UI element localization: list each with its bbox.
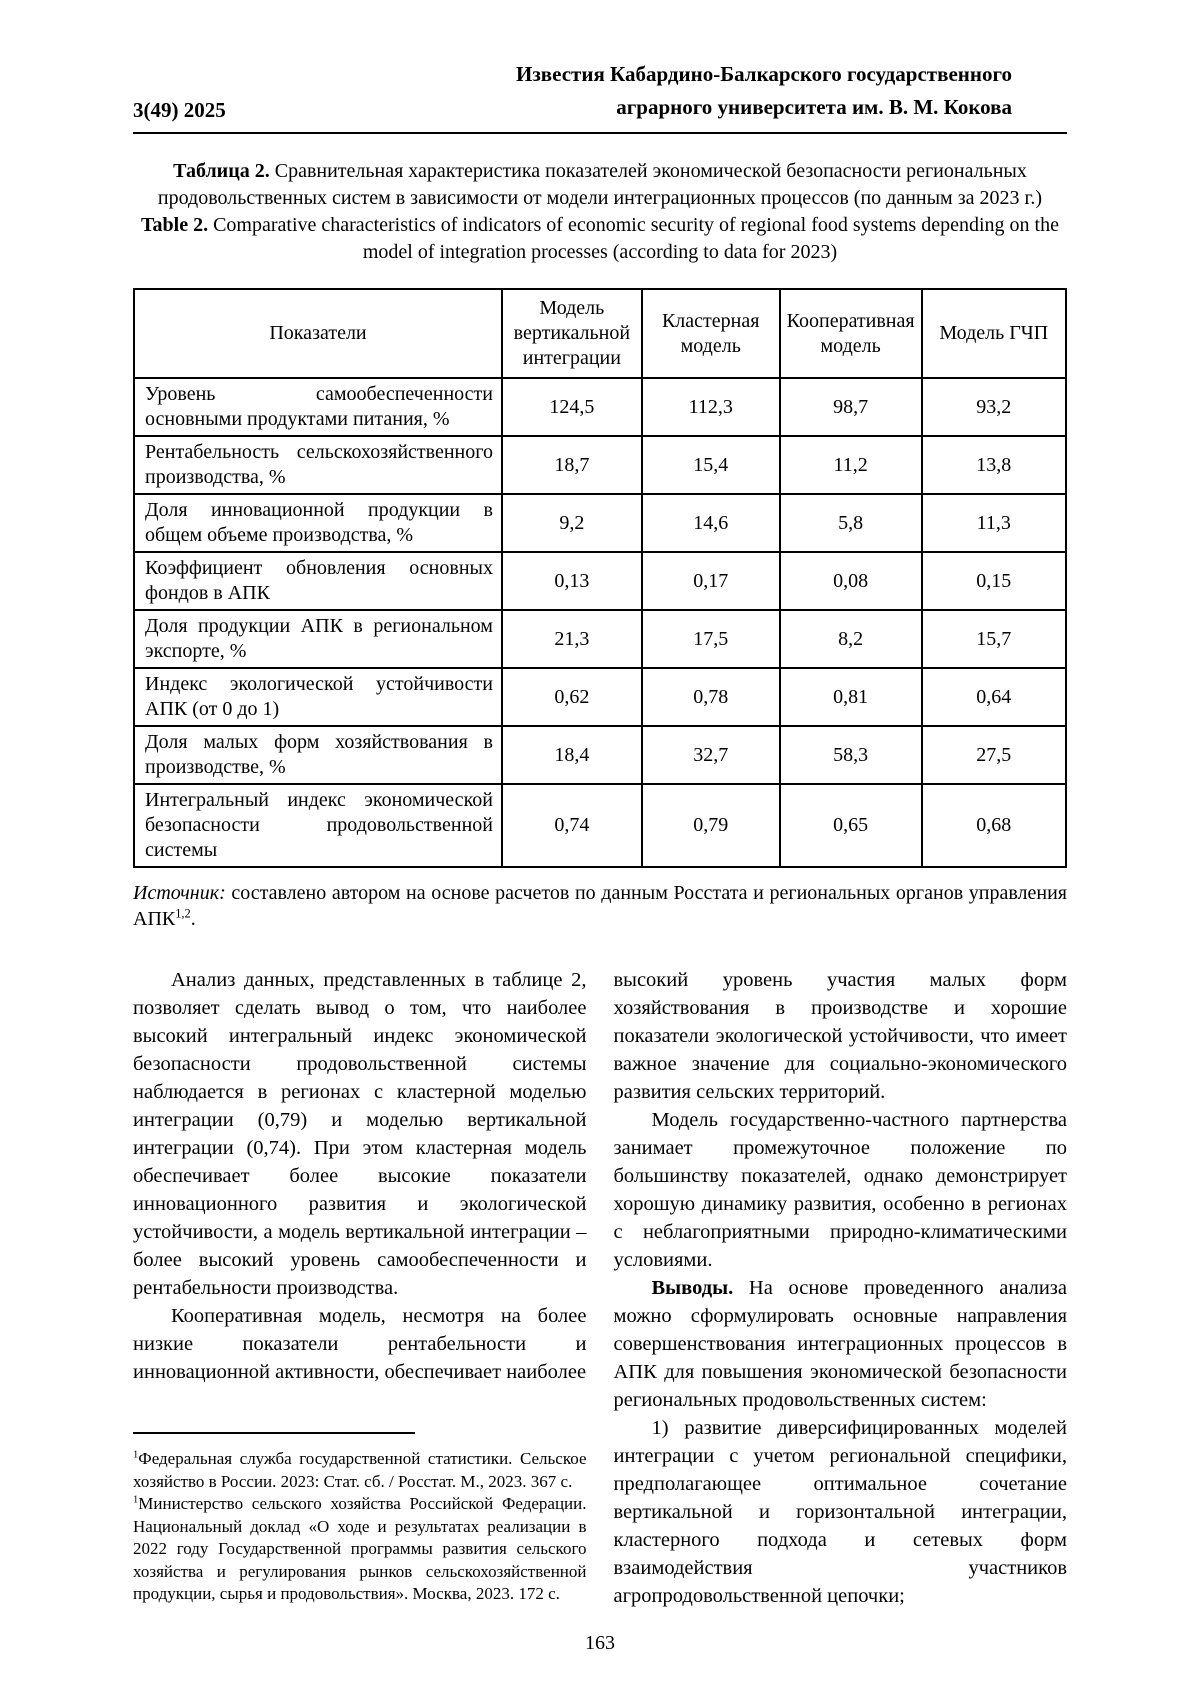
table-cell: 14,6 — [642, 494, 780, 552]
table-cell: 0,15 — [922, 552, 1066, 610]
table-cell: 0,65 — [780, 784, 922, 867]
table-cell: 0,79 — [642, 784, 780, 867]
journal-title-line2: аграрного университета им. В. М. Кокова — [616, 95, 1012, 119]
row-label: Уровень самообеспеченности основными продуктами питания, % — [134, 378, 502, 436]
table-cell: 0,68 — [922, 784, 1066, 867]
table-caption-en — [133, 212, 1067, 266]
column-header-cluster-model: Кластерная модель — [642, 289, 780, 378]
table-cell: 9,2 — [502, 494, 642, 552]
journal-title — [516, 58, 1067, 124]
table-cell: 15,7 — [922, 610, 1066, 668]
body-paragraph: высокий уровень участия малых форм хозяйствования в производстве и хорошие показатели экологической устойчивости, что имеет важное значение для социально-экономического развития сельских территорий. — [613, 969, 1067, 1103]
table-cell: 0,78 — [642, 668, 780, 726]
conclusions-lead: Выводы. — [651, 1277, 734, 1299]
table-cell: 124,5 — [502, 378, 642, 436]
table-cell: 0,17 — [642, 552, 780, 610]
source-note-label: Источник: — [133, 882, 226, 904]
table-cell: 11,3 — [922, 494, 1066, 552]
table-cell: 17,5 — [642, 610, 780, 668]
table-row — [134, 668, 1066, 726]
table-caption-ru — [133, 158, 1067, 212]
table-cell: 0,81 — [780, 668, 922, 726]
left-column — [133, 966, 587, 1610]
table-cell: 0,64 — [922, 668, 1066, 726]
footnote-marker: 1 — [133, 1494, 139, 1506]
table-row — [134, 784, 1066, 867]
table-row — [134, 726, 1066, 784]
table-caption-ru-text: Сравнительная характеристика показателей экономической безопасности региональных продовольственных систем в зависимости от модели интеграционных процессов (по данным за 2023 г.) — [157, 160, 1043, 209]
source-note-superscript: 1,2 — [175, 906, 191, 921]
table-row — [134, 494, 1066, 552]
table-row — [134, 552, 1066, 610]
source-note — [133, 880, 1067, 932]
footnote-marker: 1 — [133, 1449, 139, 1461]
running-head — [133, 58, 1067, 134]
table-cell: 0,62 — [502, 668, 642, 726]
source-note-tail: . — [190, 908, 196, 930]
table-cell: 93,2 — [922, 378, 1066, 436]
table-cell: 112,3 — [642, 378, 780, 436]
row-label: Интегральный индекс экономической безопасности продовольственной системы — [134, 784, 502, 867]
table-row — [134, 378, 1066, 436]
footnotes-block — [133, 1432, 587, 1606]
right-column — [614, 966, 1068, 1610]
body-paragraph-conclusions — [614, 1274, 1068, 1414]
table-cell: 18,7 — [502, 436, 642, 494]
conclusions-text: На основе проведенного анализа можно сформулировать основные направления совершенствования интеграционных процессов в АПК для повышения экономической безопасности региональных продовольственных систем: — [613, 1277, 1067, 1411]
table-caption-ru-label: Таблица 2. — [173, 160, 270, 182]
table-row — [134, 610, 1066, 668]
table-cell: 11,2 — [780, 436, 922, 494]
body-paragraph: Анализ данных, представленных в таблице 2, позволяет сделать вывод о том, что наиболее высокий интегральный индекс экономической безопасности продовольственной системы наблюдается в регионах с кластерной моделью интеграции (0,79) и моделью вертикальной интеграции (0,74). При этом кластерная модель обеспечивает более высокие показатели инновационного развития и экологической устойчивости, а модель вертикальной интеграции – более высокий уровень самообеспеченности и рентабельности производства. — [133, 969, 587, 1299]
issue-number: 3(49) 2025 — [133, 98, 226, 122]
table-caption-en-label: Table 2. — [141, 214, 209, 236]
footnote — [133, 1493, 587, 1606]
table-cell: 21,3 — [502, 610, 642, 668]
table-cell: 27,5 — [922, 726, 1066, 784]
row-label: Доля продукции АПК в региональном экспорте, % — [134, 610, 502, 668]
source-note-text: составлено автором на основе расчетов по данным Росстата и региональных органов управления АПК — [133, 882, 1067, 930]
body-paragraph: Модель государственно-частного партнерства занимает промежуточное положение по большинству показателей, однако демонстрирует хорошую динамику развития, особенно в регионах с неблагоприятными природно-климатическими условиями. — [613, 1109, 1067, 1271]
footnote — [133, 1448, 587, 1493]
body-paragraph: 1) развитие диверсифицированных моделей интеграции с учетом региональной специфики, предполагающее оптимальное сочетание вертикальной и горизонтальной интеграции, кластерного подхода и сетевых форм взаимодействия участников агропродовольственной цепочки; — [613, 1417, 1067, 1607]
table-caption-en-text: Comparative characteristics of indicators of economic security of regional food systems depending on the model of integration processes (according to data for 2023) — [208, 214, 1059, 263]
table-cell: 98,7 — [780, 378, 922, 436]
footnote-text: Министерство сельского хозяйства Российской Федерации. Национальный доклад «О ходе и результатах реализации в 2022 году Государственной программы развития сельского хозяйства и регулирования рынков сельскохозяйственной продукции, сырья и продовольствия». Москва, 2023. 172 с. — [133, 1494, 587, 1603]
column-header-cooperative-model: Кооперативная модель — [780, 289, 922, 378]
footnote-text: Федеральная служба государственной статистики. Сельское хозяйство в России. 2023: Стат. сб. / Росстат. М., 2023. 367 с. — [133, 1449, 587, 1491]
row-label: Доля инновационной продукции в общем объеме производства, % — [134, 494, 502, 552]
body-paragraph: Кооперативная модель, несмотря на более низкие показатели рентабельности и инновационной активности, обеспечивает наиболее — [133, 1305, 587, 1383]
row-label: Доля малых форм хозяйствования в производстве, % — [134, 726, 502, 784]
journal-title-line1: Известия Кабардино-Балкарского государственного — [516, 62, 1012, 86]
table-cell: 0,08 — [780, 552, 922, 610]
table-caption — [133, 158, 1067, 266]
table-cell: 5,8 — [780, 494, 922, 552]
row-label: Рентабельность сельскохозяйственного производства, % — [134, 436, 502, 494]
table-cell: 0,74 — [502, 784, 642, 867]
table-row — [134, 436, 1066, 494]
comparison-table — [133, 288, 1067, 868]
page-number: 163 — [585, 1632, 615, 1654]
table-cell: 18,4 — [502, 726, 642, 784]
row-label: Коэффициент обновления основных фондов в АПК — [134, 552, 502, 610]
table-header-row — [134, 289, 1066, 378]
table-cell: 32,7 — [642, 726, 780, 784]
table-cell: 8,2 — [780, 610, 922, 668]
column-header-ppp-model: Модель ГЧП — [922, 289, 1066, 378]
footnote-separator — [133, 1432, 415, 1434]
table-cell: 58,3 — [780, 726, 922, 784]
column-header-indicators: Показатели — [134, 289, 502, 378]
table-cell: 13,8 — [922, 436, 1066, 494]
row-label: Индекс экологической устойчивости АПК (от 0 до 1) — [134, 668, 502, 726]
table-cell: 15,4 — [642, 436, 780, 494]
table-cell: 0,13 — [502, 552, 642, 610]
body-columns — [133, 966, 1067, 1610]
column-header-vertical-model: Модель вертикальной интеграции — [502, 289, 642, 378]
